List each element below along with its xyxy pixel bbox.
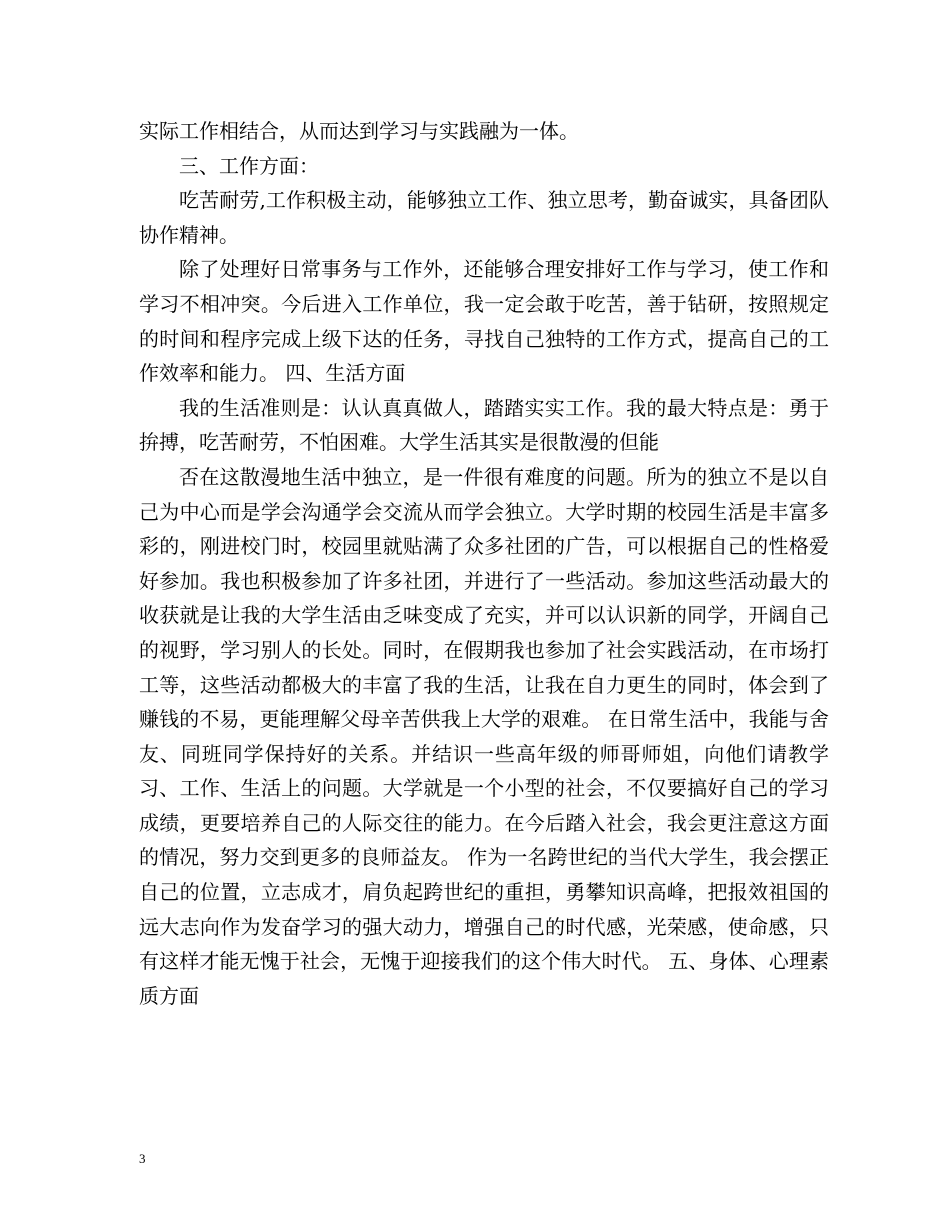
paragraph-3: 吃苦耐劳,工作积极主动，能够独立工作、独立思考，勤奋诚实，具备团队协作精神。 xyxy=(139,188,829,247)
paragraph-5: 我的生活准则是：认认真真做人，踏踏实实工作。我的最大特点是：勇于拚搏，吃苦耐劳，不怕困难。大学生活其实是很散漫的但能 xyxy=(139,395,829,455)
document-body xyxy=(139,114,829,1013)
paragraph-6: 否在这散漫地生活中独立，是一件很有难度的问题。所为的独立不是以自己为中心而是学会沟通学会交流从而学会独立。大学时期的校园生活是丰富多彩的，刚进校门时，校园里就贴满了众多社团的广告，可以根据自己的性格爱好参加。我也积极参加了许多社团，并进行了一些活动。参加这些活动最大的收获就是让我的大学生活由乏味变成了充实，并可以认识新的同学，开阔自己的视野，学习别人的长处。同时，在假期我也参加了社会实践活动，在市场打工等，这些活动都极大的丰富了我的生活，让我在自力更生的同时，体会到了赚钱的不易，更能理解父母辛苦供我上大学的艰难。 在日常生活中，我能与舍友、同班同学保持好的关系。并结识一些高年级的师哥师姐，向他们请教学习、工作、生活上的问题。大学就是一个小型的社会，不仅要搞好自己的学习成绩，更要培养自己的人际交往的能力。在今后踏入社会，我会更注意这方面的情况，努力交到更多的良师益友。 作为一名跨世纪的当代大学生，我会摆正自己的位置，立志成才，肩负起跨世纪的重担，勇攀知识高峰，把报效祖国的远大志向作为发奋学习的强大动力，增强自己的时代感，光荣感，使命感，只有这样才能无愧于社会，无愧于迎接我们的这个伟大时代。 五、身体、心理素质方面 xyxy=(139,464,829,1008)
section-heading-work: 三、工作方面： xyxy=(179,153,319,178)
paragraph-1: 实际工作相结合，从而达到学习与实践融为一体。 xyxy=(139,119,579,143)
paragraph-4: 除了处理好日常事务与工作外，还能够合理安排好工作与学习，使工作和学习不相冲突。今后进入工作单位，我一定会敢于吃苦，善于钻研，按照规定的时间和程序完成上级下达的任务，寻找自己独特的工作方式，提高自己的工作效率和能力。 四、生活方面 xyxy=(139,257,829,386)
page-number: 3 xyxy=(139,1151,146,1166)
